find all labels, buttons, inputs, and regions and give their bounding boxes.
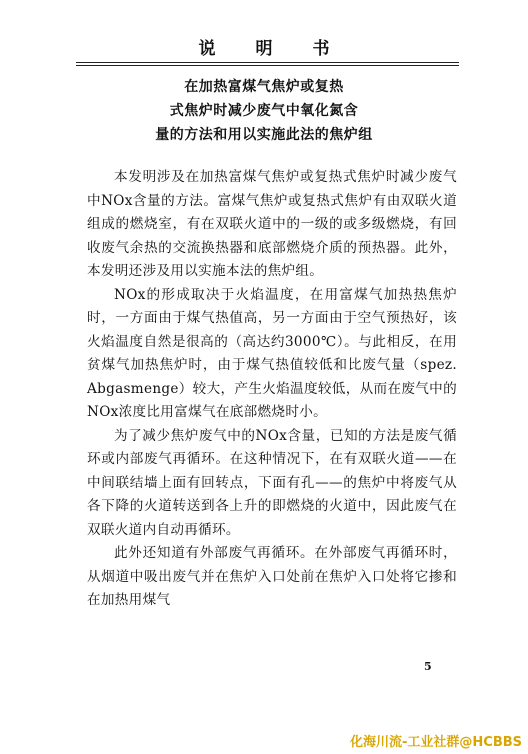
body-paragraph: 为了减少焦炉废气中的NOx含量，已知的方法是废气循环或内部废气再循环。在这种情况下，在有双联火道——在中间联结墙上面有回转点，下面有孔——的焦炉中将废气从各下降的火道转送到各上升的即燃烧的火道中，因此废气在双联火道内自动再循环。 bbox=[87, 427, 457, 538]
title-line: 式焦炉时减少废气中氧化氮含 bbox=[169, 103, 359, 119]
body-paragraph: 此外还知道有外部废气再循环。在外部废气再循环时，从烟道中吸出废气并在焦炉入口处前在焦炉入口处将它掺和在加热用煤气 bbox=[87, 545, 457, 608]
body-paragraph: NOx的形成取决于火焰温度，在用富煤气加热热焦炉时，一方面由于煤气热值高，另一方面由于空气预热好，该火焰温度自然是很高的（高达约3000℃）。与此相反，在用贫煤气加热焦炉时，由于煤气热值较低和比废气量（spez. Abgasmenge）较大，产生火焰温度较低，从而在废气中的NOx浓度比用富煤气在底部燃烧时小。 bbox=[87, 286, 457, 420]
document-title bbox=[0, 75, 528, 147]
page-number: 5 bbox=[424, 660, 432, 673]
heading-rule-top bbox=[76, 62, 459, 63]
document-heading: 说明书 bbox=[198, 39, 370, 59]
title-line: 在加热富煤气焦炉或复热 bbox=[184, 79, 344, 95]
title-line: 量的方法和用以实施此法的焦炉组 bbox=[155, 127, 373, 143]
heading-rule-bottom bbox=[76, 65, 459, 66]
body-paragraph: 本发明涉及在加热富煤气焦炉或复热式焦炉时减少废气中NOx含量的方法。富煤气焦炉或复热式焦炉有由双联火道组成的燃烧室，有在双联火道中的一级的或多级燃烧，有回收废气余热的交流换热器和底部燃烧介质的预热器。此外，本发明还涉及用以实施本法的焦炉组。 bbox=[87, 169, 457, 279]
document-body bbox=[87, 166, 457, 613]
watermark-text: 化海川流-工业社群@HCBBS bbox=[350, 735, 522, 750]
